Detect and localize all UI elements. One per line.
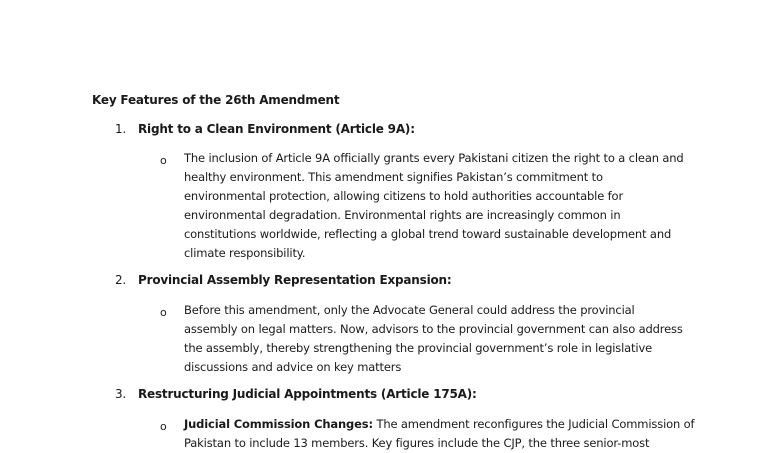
paragraph-line: Before this amendment, only the Advocate General could address the provincial bbox=[184, 303, 635, 317]
paragraph-line: climate responsibility. bbox=[184, 246, 306, 260]
section-heading: Key Features of the 26th Amendment bbox=[92, 93, 340, 107]
paragraph-line: environmental protection, allowing citizens to hold authorities accountable for bbox=[184, 189, 624, 203]
bullet-marker: o bbox=[160, 420, 167, 433]
paragraph-text: The amendment reconfigures the Judicial Commission of bbox=[372, 417, 695, 431]
list-title: Right to a Clean Environment (Article 9A): bbox=[138, 122, 415, 136]
paragraph-line: discussions and advice on key matters bbox=[184, 360, 402, 374]
paragraph-line: constitutions worldwide, reflecting a global trend toward sustainable development and bbox=[184, 227, 672, 241]
paragraph-line: Pakistan to include 13 members. Key figures include the CJP, the three senior-most bbox=[184, 436, 650, 450]
list-title: Restructuring Judicial Appointments (Article 175A): bbox=[138, 387, 477, 401]
list-item-2-paragraph bbox=[184, 301, 704, 377]
paragraph-line bbox=[184, 415, 704, 434]
paragraph-lead: Judicial Commission Changes: bbox=[184, 417, 373, 431]
paragraph-line: assembly on legal matters. Now, advisors to the provincial government can also address bbox=[184, 322, 683, 336]
list-title: Provincial Assembly Representation Expansion: bbox=[138, 273, 452, 287]
paragraph-line: healthy environment. This amendment signifies Pakistan’s commitment to bbox=[184, 170, 603, 184]
list-item-2-title bbox=[115, 273, 451, 287]
bullet-marker: o bbox=[160, 154, 167, 167]
list-number: 3. bbox=[115, 387, 127, 401]
paragraph-line: environmental degradation. Environmental rights are increasingly common in bbox=[184, 208, 621, 222]
list-item-1-title bbox=[115, 122, 415, 136]
bullet-marker: o bbox=[160, 306, 167, 319]
list-item-3-title bbox=[115, 387, 477, 401]
list-item-1-paragraph bbox=[184, 149, 704, 263]
list-number: 1. bbox=[115, 122, 127, 136]
paragraph-line: the assembly, thereby strengthening the provincial government’s role in legislative bbox=[184, 341, 653, 355]
list-item-3-paragraph bbox=[184, 415, 704, 453]
list-number: 2. bbox=[115, 273, 127, 287]
paragraph-line: The inclusion of Article 9A officially grants every Pakistani citizen the right to a clean and bbox=[184, 151, 684, 165]
